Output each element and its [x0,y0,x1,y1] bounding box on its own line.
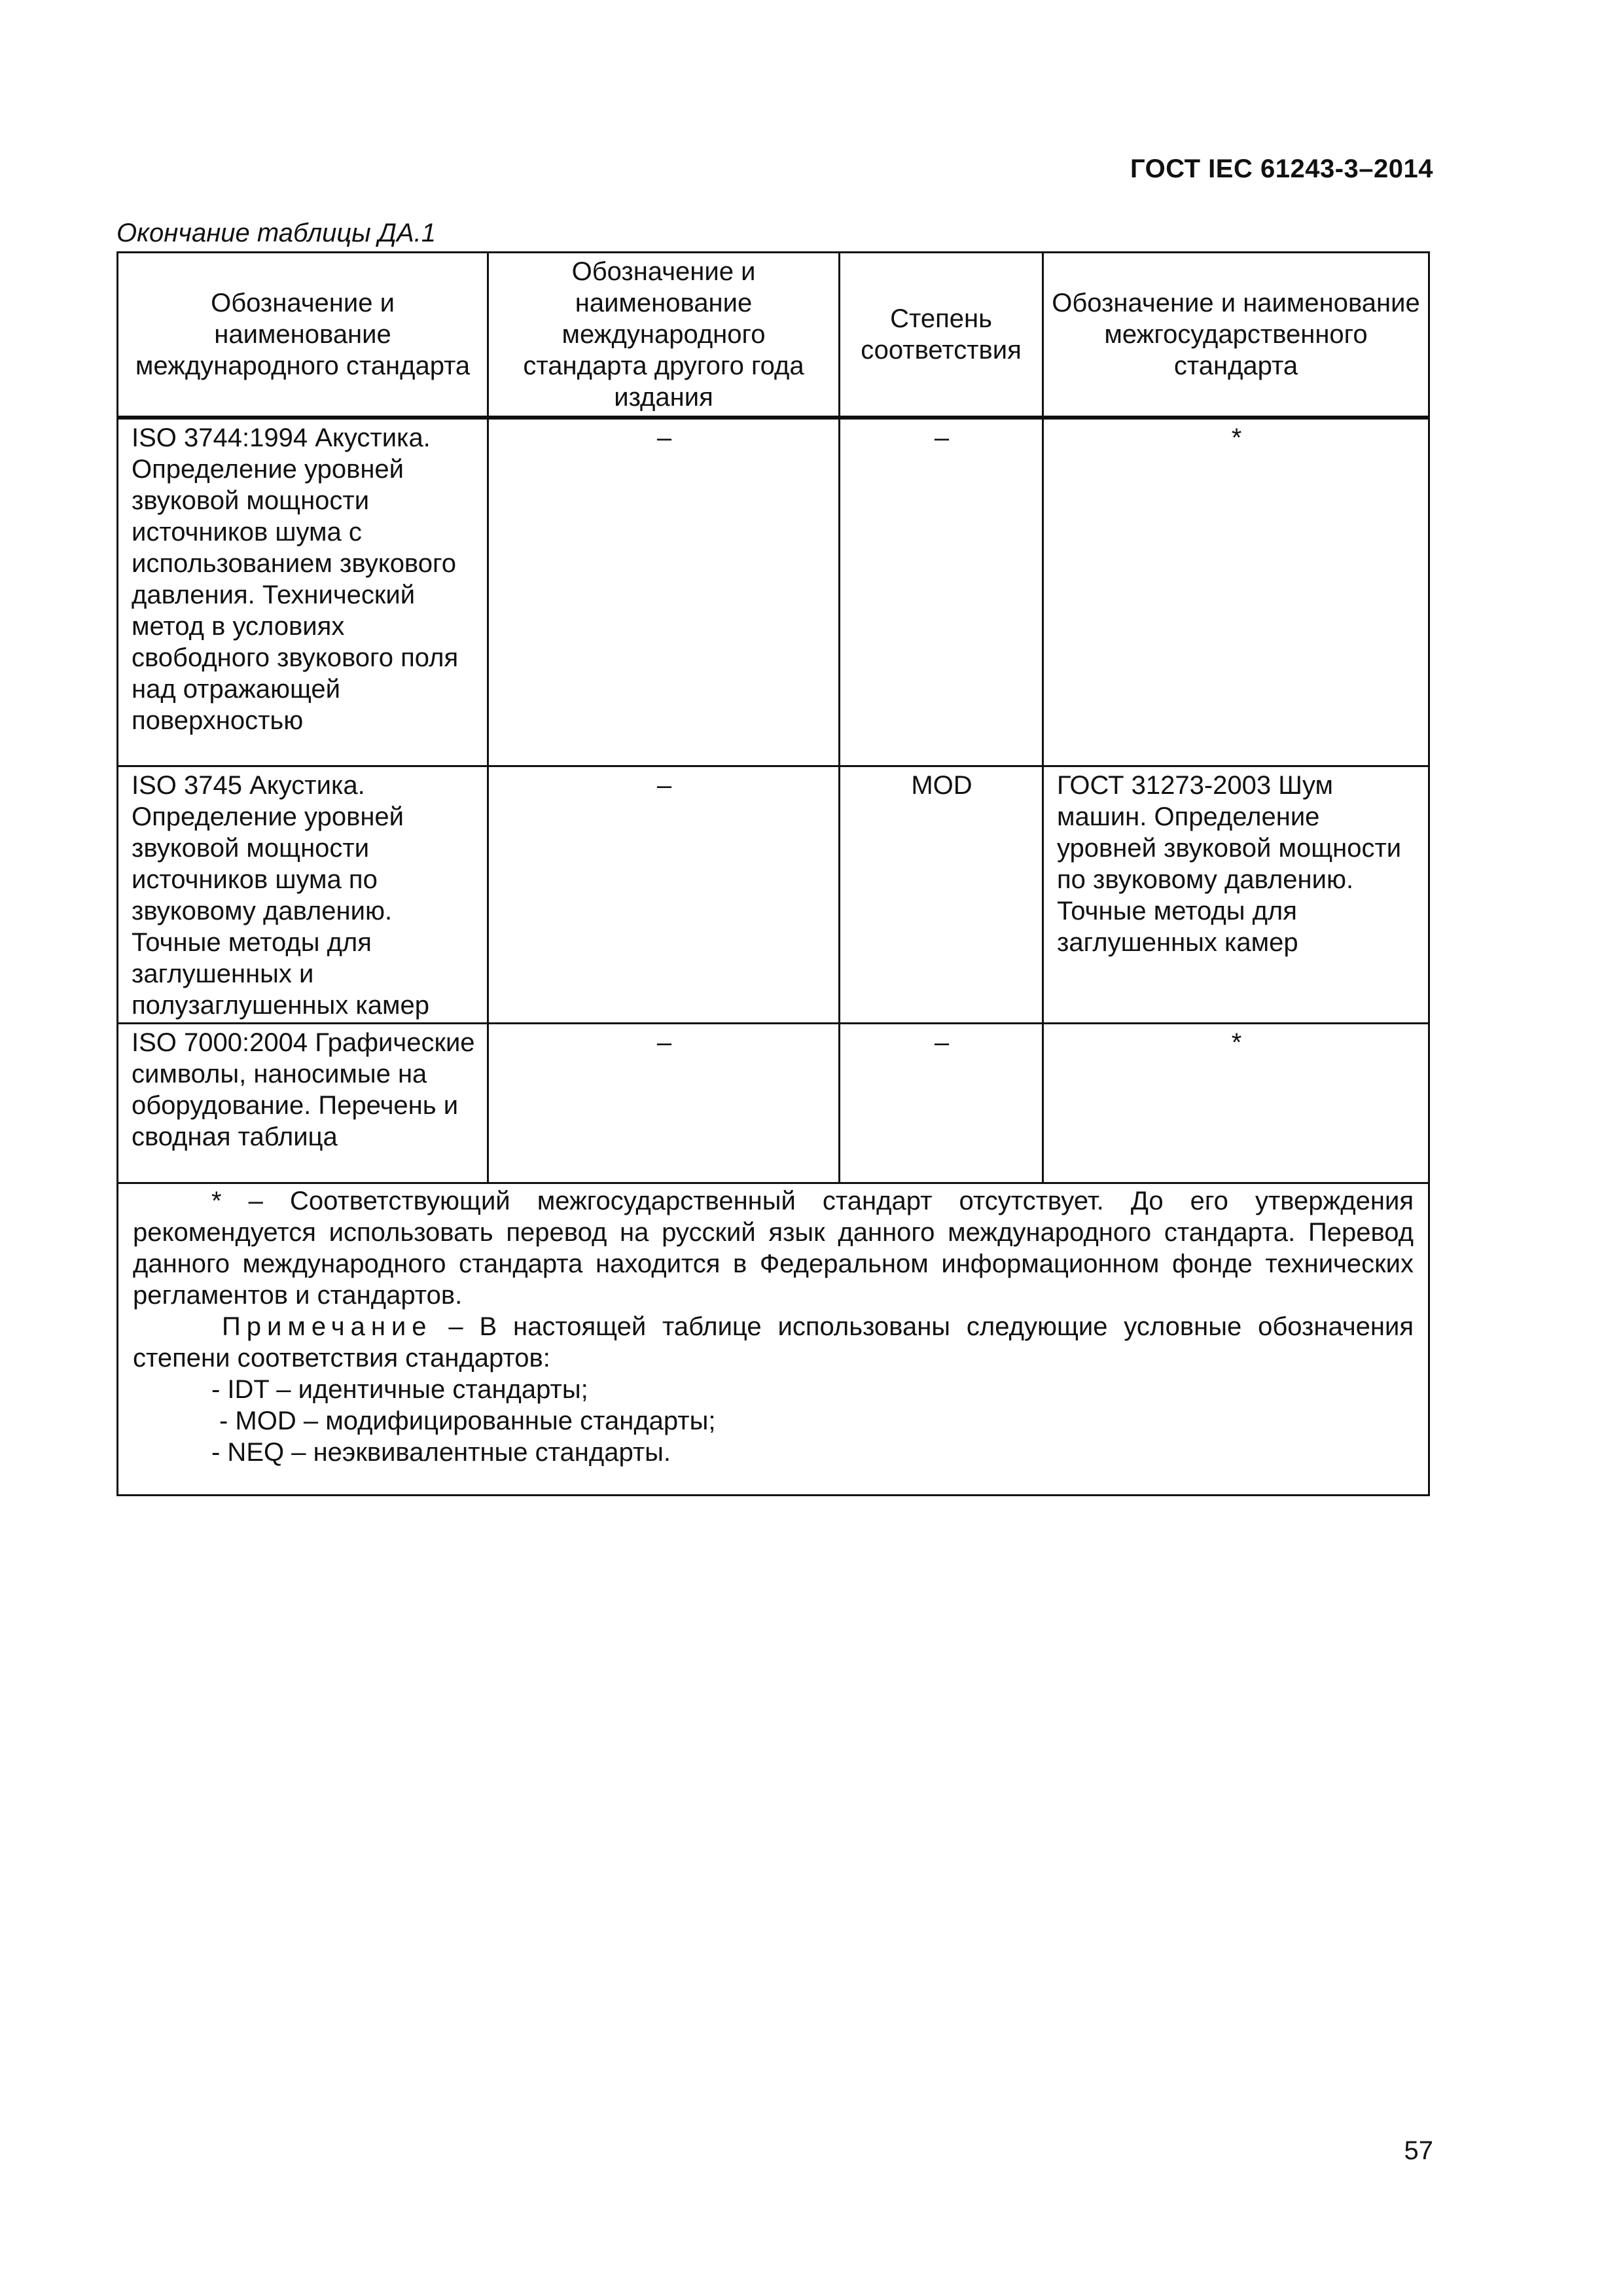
legend-item-idt: - IDT – идентичные стандарты; [211,1374,588,1404]
cell-interstate-standard: * [1043,1023,1429,1183]
cell-degree: – [840,418,1043,766]
footnote-legend-list [133,1374,1414,1468]
table-row [118,766,1429,1023]
table-header [118,253,1429,418]
cell-international-standard: ISO 7000:2004 Графические символы, наносимые на оборудование. Перечень и сводная таблица [118,1023,488,1183]
legend-item-mod: - MOD – модифицированные стандарты; [219,1406,716,1435]
header-interstate-standard: Обозначение и наименование межгосударственного стандарта [1043,253,1429,418]
cell-international-standard: ISO 3744:1994 Акустика. Определение уровней звуковой мощности источников шума с использованием звукового давления. Технический метод в условиях свободного звукового поля над отражающей поверхностью [118,418,488,766]
cell-other-year-standard: – [488,1023,840,1183]
cell-other-year-standard: – [488,418,840,766]
standards-table [116,251,1430,1496]
header-international-standard: Обозначение и наименование международного стандарта [118,253,488,418]
note-label: Примечание [222,1312,433,1341]
footnote-cell [118,1183,1429,1495]
cell-interstate-standard: * [1043,418,1429,766]
cell-degree: – [840,1023,1043,1183]
table-caption: Окончание таблицы ДА.1 [116,219,436,247]
document-code: ГОСТ IEC 61243-3–2014 [1130,154,1433,183]
cell-interstate-standard: ГОСТ 31273-2003 Шум машин. Определение уровней звуковой мощности по звуковому давлению. Точные методы для заглушенных камер [1043,766,1429,1023]
note-text: – В настоящей таблице использованы следующие условные обозначения степени соответствия стандартов: [133,1312,1414,1372]
cell-degree: MOD [840,766,1043,1023]
footnote-asterisk: * – Соответствующий межгосударственный стандарт отсутствует. До его утверждения рекомендуется использовать перевод на русский язык данного международного стандарта. Перевод данного международного стандарта находится в Федеральном информационном фонде технических регламентов и стандартов. [133,1186,1414,1310]
footnote-row [118,1183,1429,1495]
footnote-note [133,1311,1414,1374]
page-number: 57 [1404,2136,1433,2165]
header-other-year-standard: Обозначение и наименование международного стандарта другого года издания [488,253,840,418]
header-row [118,253,1429,418]
cell-international-standard: ISO 3745 Акустика. Определение уровней звуковой мощности источников шума по звуковому давлению. Точные методы для заглушенных и полузаглушенных камер [118,766,488,1023]
header-degree-of-correspondence: Степень соответствия [840,253,1043,418]
table-body [118,418,1429,1495]
table-row [118,418,1429,766]
cell-other-year-standard: – [488,766,840,1023]
legend-item-neq: - NEQ – неэквивалентные стандарты. [211,1437,671,1467]
table-row [118,1023,1429,1183]
